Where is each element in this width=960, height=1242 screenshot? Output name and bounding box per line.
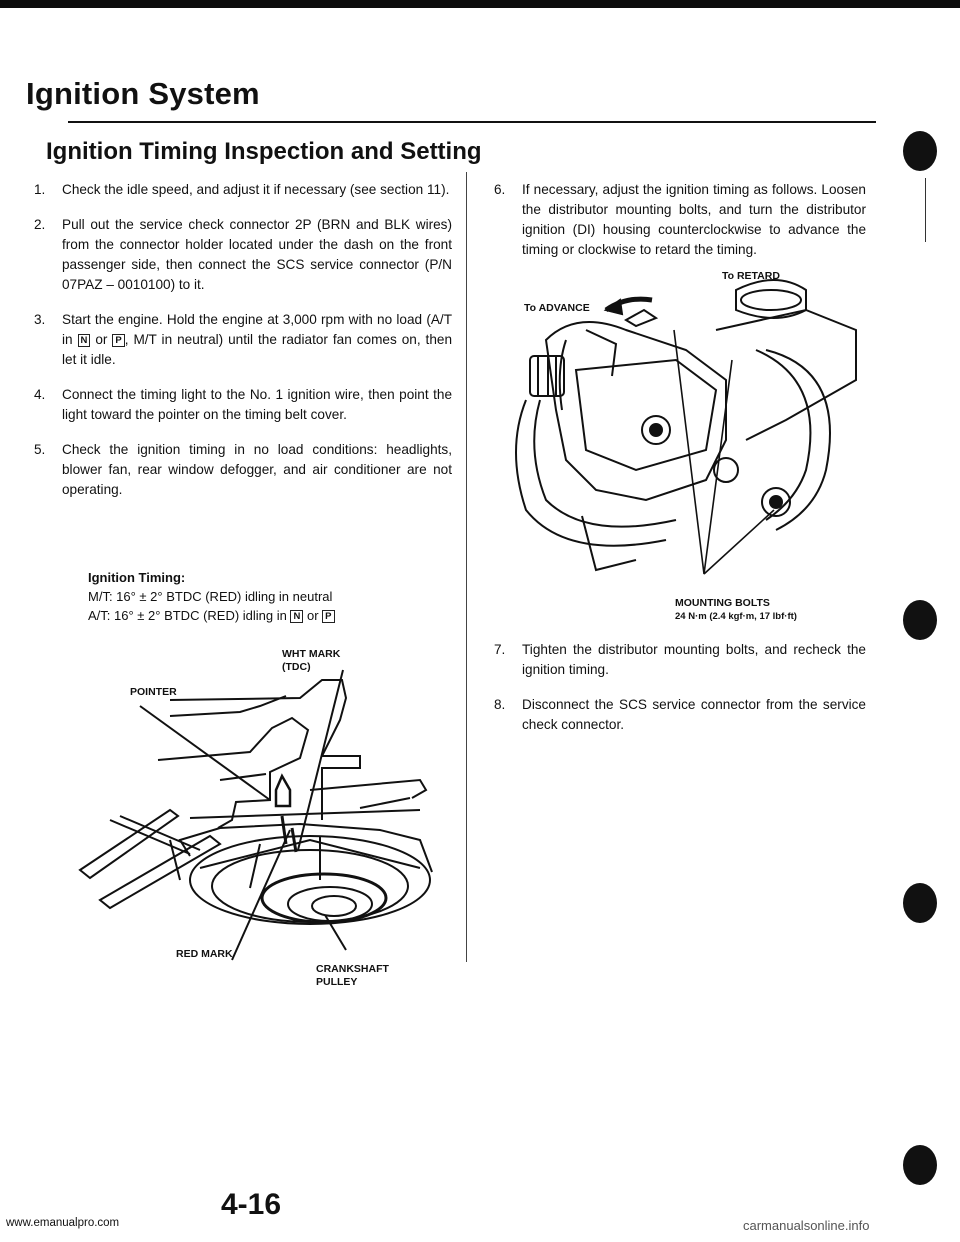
- torque-text: 24 N·m (2.4 kgf·m, 17 lbf·ft): [675, 611, 797, 622]
- gear-p-key: P: [112, 334, 124, 347]
- gear-p-key: P: [322, 610, 334, 623]
- step-7: [486, 640, 866, 680]
- distributor-figure: [486, 270, 866, 620]
- retard-label: To RETARD: [722, 270, 780, 282]
- step-number: 7.: [494, 642, 506, 657]
- column-divider: [466, 172, 467, 962]
- watermark-site-link[interactable]: carmanualsonline.info: [743, 1218, 870, 1233]
- spec-heading: Ignition Timing:: [88, 570, 186, 585]
- title-rule: [68, 121, 876, 123]
- step-number: 1.: [34, 182, 46, 197]
- crankshaft-pulley-label: [316, 963, 389, 989]
- step-text: Pull out the service check connector 2P (BRN and BLK wires) from the connector holder located under the dash on the front passenger side, then connect the SCS service connector (P/N 07PAZ – 0010100) to it.: [62, 217, 452, 292]
- step-text-part: , M/T in neutral) until the radiator fan comes on, then let it idle.: [62, 332, 453, 367]
- mounting-bolts-text: MOUNTING BOLTS: [675, 597, 770, 609]
- step-number: 8.: [494, 697, 506, 712]
- step-number: 4.: [34, 387, 46, 402]
- advance-label: To ADVANCE: [524, 302, 590, 314]
- step-3: [26, 310, 452, 370]
- margin-mark: [925, 178, 926, 242]
- step-6: [486, 180, 866, 260]
- spec-text-part: or: [303, 608, 323, 623]
- distributor-illustration: [486, 270, 866, 620]
- gear-n-key: N: [78, 334, 91, 347]
- mounting-bolts-label: [675, 597, 797, 623]
- white-mark: [282, 816, 286, 844]
- step-text: Disconnect the SCS service connector from the service check connector.: [522, 697, 866, 732]
- right-steps-top: [486, 180, 866, 275]
- gear-n-key: N: [290, 610, 303, 623]
- right-steps-bottom: [486, 640, 866, 750]
- step-text: Check the ignition timing in no load conditions: headlights, blower fan, rear window defogger, and air conditioner are not operating.: [62, 442, 452, 497]
- pointer-label: POINTER: [130, 686, 177, 698]
- step-5: [26, 440, 452, 500]
- step-number: 3.: [34, 312, 46, 327]
- wht-mark-label: [282, 648, 340, 674]
- binder-hole-icon: [903, 600, 937, 640]
- spec-at-line: [88, 606, 458, 625]
- spec-mt-line: M/T: 16° ± 2° BTDC (RED) idling in neutral: [88, 589, 333, 604]
- red-mark: [292, 828, 296, 852]
- ignition-timing-spec: [88, 568, 458, 625]
- step-text-part: or: [90, 332, 113, 347]
- step-text: Check the idle speed, and adjust it if necessary (see section 11).: [62, 182, 450, 197]
- binder-hole-icon: [903, 883, 937, 923]
- page-number: 4-16: [221, 1188, 282, 1221]
- pulley-text: PULLEY: [316, 976, 358, 988]
- step-text: Connect the timing light to the No. 1 ignition wire, then point the light toward the pointer on the timing belt cover.: [62, 387, 452, 422]
- red-mark-label: RED MARK: [176, 948, 233, 960]
- step-number: 5.: [34, 442, 46, 457]
- tdc-text: (TDC): [282, 661, 311, 673]
- step-text: If necessary, adjust the ignition timing as follows. Loosen the distributor mounting bolts, and turn the distributor ignition (DI) housing counterclockwise to advance the timing or clockwise to retard the timing.: [522, 182, 866, 257]
- spec-text-part: A/T: 16° ± 2° BTDC (RED) idling in: [88, 608, 291, 623]
- step-number: 2.: [34, 217, 46, 232]
- subsection-title: Ignition Timing Inspection and Setting: [46, 138, 482, 165]
- wht-mark-text: WHT MARK: [282, 648, 341, 660]
- step-4: [26, 385, 452, 425]
- top-border-bar: [0, 0, 960, 8]
- step-number: 6.: [494, 182, 506, 197]
- binder-hole-icon: [903, 131, 937, 171]
- step-text: Tighten the distributor mounting bolts, and recheck the ignition timing.: [522, 642, 866, 677]
- binder-hole-icon: [903, 1145, 937, 1185]
- crankshaft-pulley-illustration: [60, 640, 460, 970]
- step-1: [26, 180, 452, 200]
- step-text: [62, 310, 452, 370]
- step-text-part: Start the engine. Hold the engine at 3,000 rpm with no load (A/T in: [62, 312, 452, 347]
- section-title: Ignition System: [26, 76, 260, 111]
- step-8: [486, 695, 866, 735]
- crankshaft-text: CRANKSHAFT: [316, 963, 389, 975]
- step-2: [26, 215, 452, 295]
- left-steps: [26, 180, 452, 515]
- footer-site-link[interactable]: www.emanualpro.com: [6, 1217, 120, 1229]
- crankshaft-pulley-figure: [60, 640, 460, 970]
